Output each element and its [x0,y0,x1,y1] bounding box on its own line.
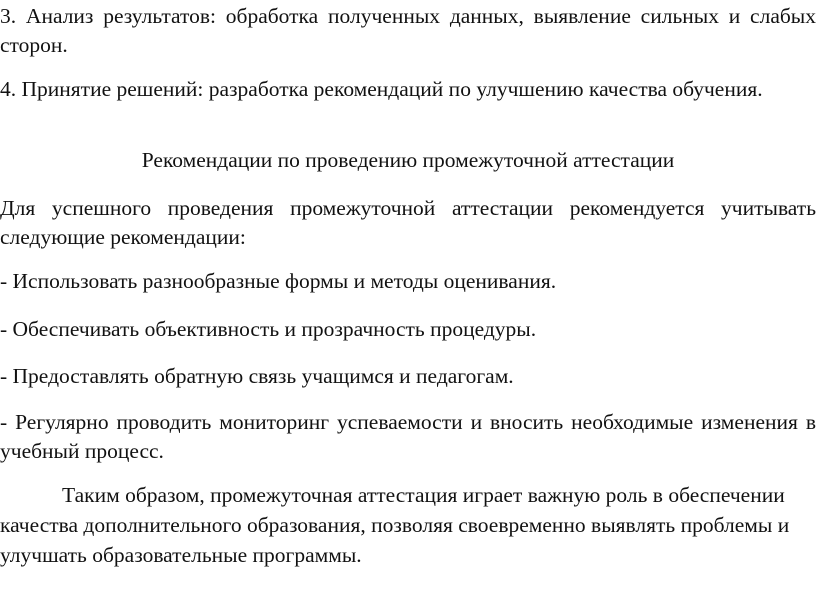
list-item-analysis: 3. Анализ результатов: обработка полученных данных, выявление сильных и слабых сторон. [0,4,816,57]
section-heading: Рекомендации по проведению промежуточной аттестации [141,148,675,172]
conclusion-paragraph: Таким образом, промежуточная аттестация играет важную роль в обеспечении качества дополнительного образования, позволяя своевременно выявлять проблемы и улучшать образовательные программы. [0,483,790,567]
recommendation-item-feedback: - Предоставлять обратную связь учащимся и педагогам. [0,364,514,388]
intro-paragraph: Для успешного проведения промежуточной аттестации рекомендуется учитывать следующие рекомендации: [0,196,816,249]
recommendation-item-objectivity: - Обеспечивать объективность и прозрачность процедуры. [0,317,537,341]
recommendation-item-monitoring: - Регулярно проводить мониторинг успеваемости и вносить необходимые изменения в учебный процесс. [0,410,816,463]
list-item-decisions: 4. Принятие решений: разработка рекомендаций по улучшению качества обучения. [0,77,763,101]
recommendation-item-methods: - Использовать разнообразные формы и методы оценивания. [0,269,557,293]
